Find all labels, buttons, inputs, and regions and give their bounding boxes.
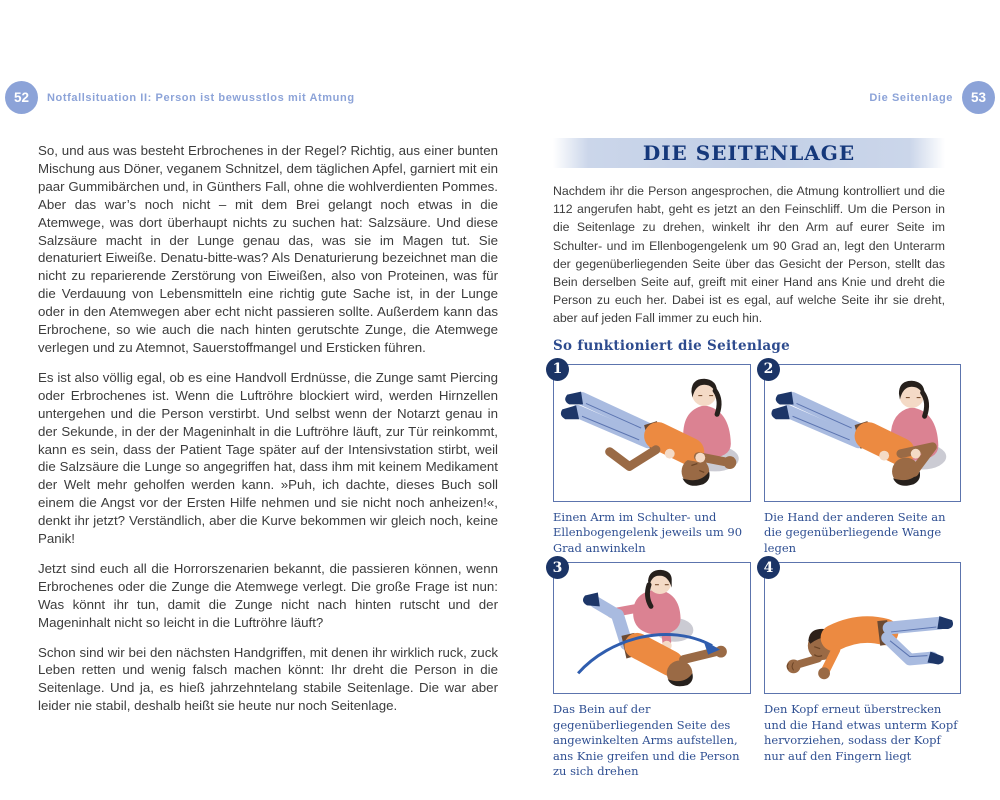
chapter-title: DIE SEITENLAGE [642,141,856,165]
step-caption: Den Kopf erneut überstrecken und die Hand etwas unterm Kopf hervorziehen, sodass der Kopf nur auf den Fingern liegt [764,702,958,763]
running-head-right [869,81,995,114]
step-card-4 [763,559,961,780]
section-subtitle: So funktioniert die Seitenlage [553,337,791,354]
body-paragraph-3: Jetzt sind euch all die Horrorszenarien bekannt, die passieren können, wenn Erbrochenes oder die Zunge die Atemwege verlegt. Die große Frage ist nun: Was könnt ihr tun, damit die Zunge nicht nach hinten rutscht und der Mageninhalt nicht so leicht in die Luftröhre läuft? [38,560,498,630]
running-head-left-text: Notfallsituation II: Person ist bewusstlos mit Atmung [47,91,355,104]
step-card-2 [763,361,961,557]
running-head-left [5,81,355,114]
body-paragraph-2: Es ist also völlig egal, ob es eine Handvoll Erdnüsse, die Zunge samt Piercing oder Erbrochenes ist. Wenn die Luftröhre blockiert wird, werden Hirnzellen untergehen und die Person verstirbt. Und selbst wenn der Notarzt genau in der Sekunde, in der der Mageninhalt in die Luftröhre läuft, zur Tür reinkommt, kann es sein, dass der Patient Tage später auf der Intensivstation stirbt, weil die Salzsäure die Lunge so angegriffen hat, dass ihm mit keinem Medikament der Welt mehr geholfen werden kann. »Puh, ich dachte, dieses Buch soll einem die Angst vor der Ersten Hilfe nehmen und sie nicht noch anheizen!«, denkt ihr jetzt? Verständlich, aber die Kurve bekommen wir gleich noch, keine Panik! [38,369,498,547]
step-caption: Einen Arm im Schulter- und Ellenbogengelenk jeweils um 90 Grad anwinkeln [553,509,743,555]
step-1-illustration [554,365,750,501]
step-1-frame [552,361,751,502]
chapter-title-band [553,138,945,168]
step-4-frame [763,559,961,694]
right-page [552,138,958,780]
step-caption: Die Hand der anderen Seite an die gegenüberliegende Wange legen [764,509,946,555]
left-page-body [38,142,498,727]
step-3-illustration [554,563,750,693]
running-head-right-text: Die Seitenlage [869,91,953,104]
steps-grid [552,361,958,780]
page-number-badge-right: 53 [962,81,995,114]
step-number-badge: 1 [546,358,569,381]
page-number-badge-left: 52 [5,81,38,114]
intro-paragraph: Nachdem ihr die Person angesprochen, die Atmung kontrolliert und die 112 angerufen habt, geht es jetzt an den Feinschliff. Um die Person in die Seitenlage zu drehen, winkelt ihr den Arm auf eurer Seite im Schulter- und im Ellenbogengelenk um 90 Grad an, legt den Unterarm der gegenüberliegenden Seite über das Gesicht der Person, stellt das Bein derselben Seite auf, greift mit einer Hand ans Knie und dreht die Person zu euch her. Dabei ist es egal, auf welche Seite ihr sie dreht, aber auf jeden Fall immer zu euch hin. [553,184,945,326]
body-paragraph-1: So, und aus was besteht Erbrochenes in der Regel? Richtig, aus einer bunten Mischung aus Döner, veganem Schnitzel, dem täglichen Apfel, garniert mit ein paar Gummibärchen und, in Günthers Fall, ohne die wohlverdienten Pommes. Aber das war’s noch nicht – mit dem Brei gelangt noch etwas in die Atemwege, was dort überhaupt nichts zu suchen hat: Salzsäure. Und diese Salzsäure macht in der Lunge genau das, was sie im Magen tut. Sie denaturiert Eiweiße. Denatu-bitte-was? Als Denaturierung bezeichnet man die nicht zu reparierende Zerstörung von Eiweißen, also von Proteinen, was für die Verdauung von Lebensmitteln eine richtig gute Sache ist, in der Lunge oder in den Atemwegen aber echt nicht passieren sollte. Außerdem kann das Erbrochene, so wie auch die nach hinten gerutschte Zunge, die Atemwege verlegen und zu Atemnot, Sauerstoffmangel und Ersticken führen. [38,143,498,355]
step-4-illustration [765,563,960,693]
step-3-frame [552,559,751,694]
body-paragraph-4: Schon sind wir bei den nächsten Handgriffen, mit denen ihr wirklich ruck, zuck Leben retten und wenig falsch machen könnt: Ihr dreht die Person in die Seitenlage. Und ja, es hieß jahrzehntelang stabile Seitenlage. Die war aber leider nie stabil, deshalb heißt sie heute nur noch Seitenlage. [38,644,498,714]
step-number-badge: 2 [757,358,780,381]
step-number-badge: 4 [757,556,780,579]
step-card-3 [552,559,751,780]
step-2-illustration [765,365,960,501]
step-caption: Das Bein auf der gegenüberliegenden Seite des angewinkelten Arms aufstellen, ans Knie greifen und die Person zu sich drehen [553,702,740,779]
step-number-badge: 3 [546,556,569,579]
step-2-frame [763,361,961,502]
step-card-1 [552,361,751,557]
